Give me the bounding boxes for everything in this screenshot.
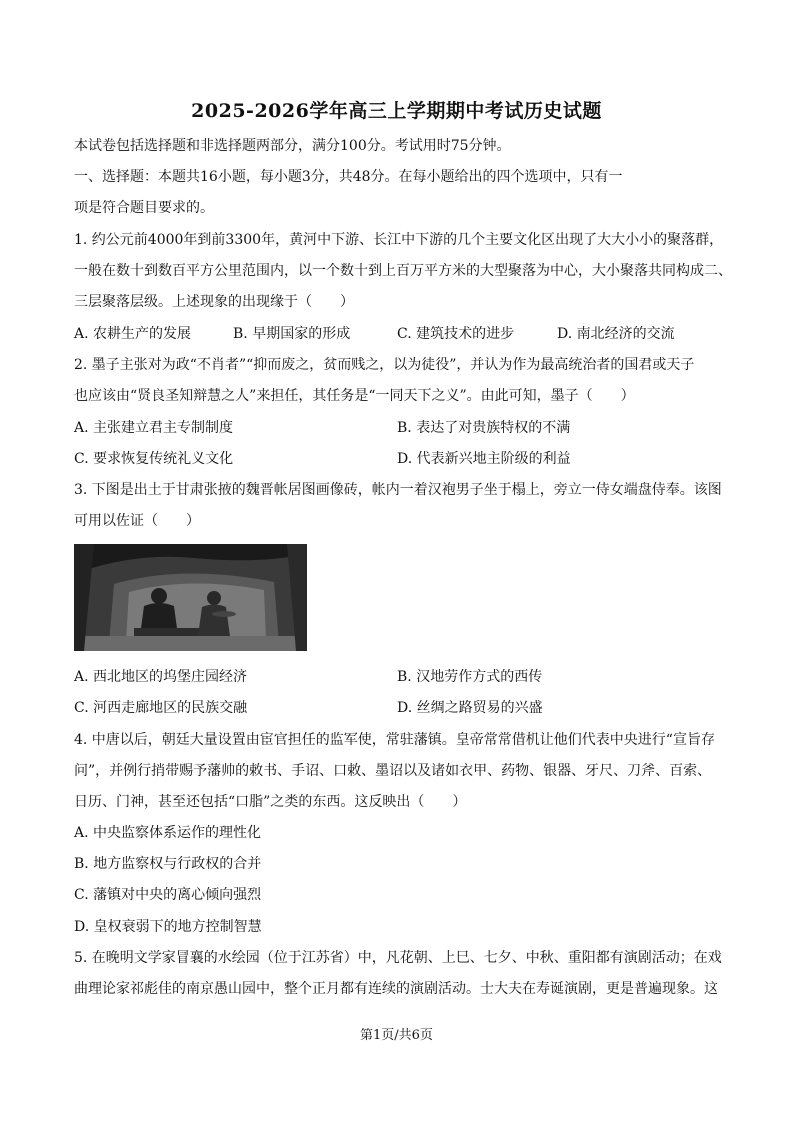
brick-painting-illustration [74, 544, 307, 651]
q1-option-d: D. 南北经济的交流 [557, 326, 675, 342]
q1-option-b: B. 早期国家的形成 [233, 326, 351, 342]
q2-option-a: A. 主张建立君主专制制度 [74, 420, 234, 436]
page-title: 2025-2026学年高三上学期期中考试历史试题 [191, 100, 602, 122]
q3-option-d: D. 丝绸之路贸易的兴盛 [397, 700, 543, 716]
q1-stem-line3: 三层聚落层级。上述现象的出现缘于（ ） [74, 294, 354, 310]
q1-option-a: A. 农耕生产的发展 [74, 326, 192, 342]
q1-option-c: C. 建筑技术的进步 [397, 326, 515, 342]
q5-stem-line2: 曲理论家祁彪佳的南京愚山园中，整个正月都有连续的演剧活动。士大夫在寿诞演剧，更是普遍现象。这 [74, 981, 718, 997]
q4-option-a: A. 中央监察体系运作的理性化 [74, 825, 262, 841]
q2-option-b: B. 表达了对贵族特权的不满 [397, 420, 571, 436]
q1-stem-line2: 一般在数十到数百平方公里范围内，以一个数十到上百万平方米的大型聚落为中心，大小聚落共同构成二、 [74, 263, 732, 279]
q2-stem-line1: 2. 墨子主张对为政“不肖者”“抑而废之，贫而贱之，以为徒役”，并认为作为最高统治者的国君或天子 [74, 357, 695, 373]
intro-text: 本试卷包括选择题和非选择题两部分，满分100分。考试用时75分钟。 [74, 138, 511, 154]
q4-stem-line2: 问”，并例行捎带赐予藩帅的敕书、手诏、口敕、墨诏以及诸如衣甲、药物、银器、牙尺、刀斧、百索、 [74, 763, 712, 779]
q3-stem-line2: 可用以佐证（ ） [74, 513, 200, 529]
q3-option-b: B. 汉地劳作方式的西传 [397, 669, 543, 685]
q2-option-d: D. 代表新兴地主阶级的利益 [397, 451, 571, 467]
brick-painting-image [74, 544, 307, 651]
q2-stem-line2: 也应该由“贤良圣知辩慧之人”来担任，其任务是“一同天下之义”。由此可知，墨子（ ） [74, 388, 635, 404]
q2-option-c: C. 要求恢复传统礼义文化 [74, 451, 234, 467]
q3-option-c: C. 河西走廊地区的民族交融 [74, 700, 248, 716]
q4-option-b: B. 地方监察权与行政权的合并 [74, 856, 262, 872]
section-instructions-line2: 项是符合题目要求的。 [74, 200, 214, 216]
q4-stem-line3: 日历、门神，甚至还包括“口脂”之类的东西。这反映出（ ） [74, 794, 467, 810]
page-number: 第1页/共6页 [360, 1028, 433, 1043]
q3-option-a: A. 西北地区的坞堡庄园经济 [74, 669, 248, 685]
q4-stem-line1: 4. 中唐以后，朝廷大量设置由宦官担任的监军使，常驻藩镇。皇帝常常借机让他们代表中央进行“宣旨存 [74, 732, 715, 748]
q4-option-c: C. 藩镇对中央的离心倾向强烈 [74, 887, 262, 903]
q5-stem-line1: 5. 在晚明文学家冒襄的水绘园（位于江苏省）中，凡花朝、上巳、七夕、中秋、重阳都有演剧活动；在戏 [74, 950, 722, 966]
q1-stem-line1: 1. 约公元前4000年到前3300年，黄河中下游、长江中下游的几个主要文化区出现了大大小小的聚落群， [74, 232, 724, 248]
section-instructions-line1: 一、选择题：本题共16小题，每小题3分，共48分。在每小题给出的四个选项中，只有一 [74, 169, 623, 185]
q4-option-d: D. 皇权衰弱下的地方控制智慧 [74, 919, 262, 935]
q3-stem-line1: 3. 下图是出土于甘肃张掖的魏晋帐居图画像砖，帐内一着汉袍男子坐于榻上，旁立一侍女端盘侍奉。该图 [74, 482, 722, 498]
